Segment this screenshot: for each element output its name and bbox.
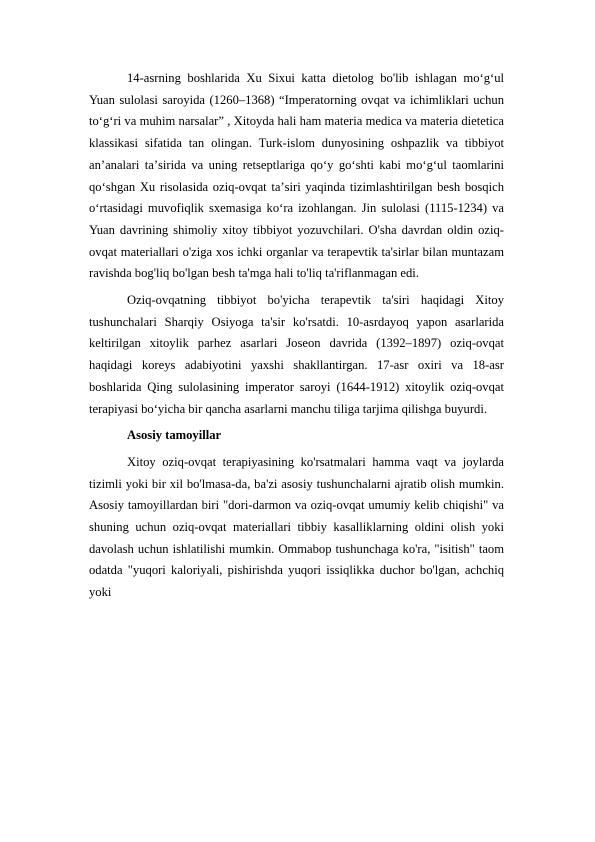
section-heading: Asosiy tamoyillar [127, 428, 222, 443]
document-page [89, 68, 504, 604]
paragraph-xu-sixui: 14-asrning boshlarida Xu Sixui katta dietolog bo'lib ishlagan moʻgʻul Yuan sulolasi saroyida (1260–1368) “Imperatorning ovqat va ichimliklari uchun toʻgʻri va muhim narsalar” , Xitoyda hali ham materia medica va materia dietetica klassikasi sifatida tan olingan. Turk-islom dunyosining oshpazlik va tibbiyot anʼanalari taʼsirida va uning retseptlariga qoʻy goʻshti kabi moʻgʻul taomlarini qoʻshgan Xu risolasida oziq-ovqat taʼsiri yaqinda tizimlashtirilgan besh bosqich oʻrtasidagi muvofiqlik sxemasiga koʻra izohlangan. Jin sulolasi (1115-1234) va Yuan davrining shimoliy xitoy tibbiyot yozuvchilari. O'sha davrdan oldin oziq-ovqat materiallari o'ziga xos ichki organlar va terapevtik ta'sirlar bilan muntazam ravishda bog'liq bo'lgan besh ta'mga hali to'liq ta'riflanmagan edi. [89, 71, 504, 281]
paragraph-east-asia-influence: Oziq-ovqatning tibbiyot bo'yicha terapevtik ta'siri haqidagi Xitoy tushunchalari Sharqiy Osiyoga ta'sir ko'rsatdi. 10-asrdayoq yapon asarlarida keltirilgan xitoylik parhez asarlari Joseon davrida (1392–1897) oziq-ovqat haqidagi koreys adabiyotini yaxshi shakllantirgan. 17-asr oxiri va 18-asr boshlarida Qing sulolasining imperator saroyi (1644-1912) xitoylik oziq-ovqat terapiyasi boʻyicha bir qancha asarlarni manchu tiliga tarjima qilishga buyurdi. [89, 293, 504, 416]
paragraph-basic-principles: Xitoy oziq-ovqat terapiyasining ko'rsatmalari hamma vaqt va joylarda tizimli yoki bir xil bo'lmasa-da, ba'zi asosiy tushunchalarni ajratib olish mumkin. Asosiy tamoyillardan biri "dori-darmon va oziq-ovqat umumiy kelib chiqishi" va shuning uchun oziq-ovqat materiallari tibbiy kasalliklarning oldini olish yoki davolash uchun ishlatilishi mumkin. Ommabop tushunchaga ko'ra, "isitish" taom odatda "yuqori kaloriyali, pishirishda yuqori issiqlikka duchor bo'lgan, achchiq yoki [89, 454, 504, 600]
